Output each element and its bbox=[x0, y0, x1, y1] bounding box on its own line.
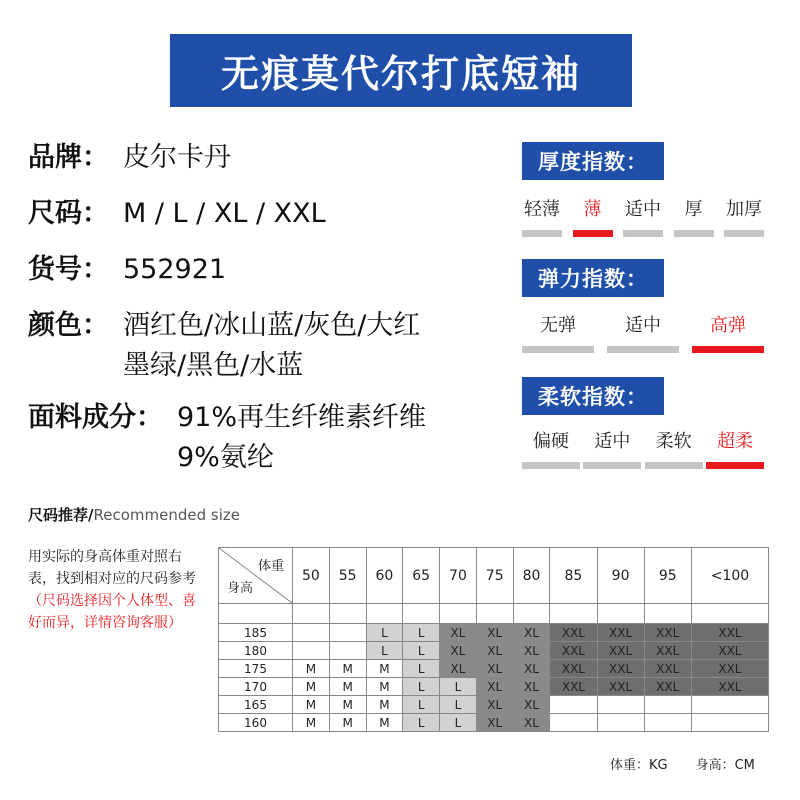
thickness-option-bar bbox=[623, 230, 663, 237]
weight-header-cell: <100 bbox=[691, 548, 768, 604]
spec-item-no bbox=[28, 250, 226, 290]
size-cell: L bbox=[440, 696, 477, 714]
softness-option-label: 超柔 bbox=[716, 431, 753, 452]
size-cell: XXL bbox=[644, 642, 691, 660]
softness-option-bar bbox=[706, 462, 764, 469]
elasticity-option-label: 高弹 bbox=[710, 315, 746, 336]
softness-option-label: 偏硬 bbox=[533, 431, 569, 452]
size-cell: L bbox=[403, 678, 440, 696]
weight-header-cell: 80 bbox=[513, 548, 550, 604]
size-cell: XXL bbox=[691, 624, 768, 642]
size-cell bbox=[644, 714, 691, 732]
elasticity-option-bar bbox=[522, 346, 594, 353]
size-cell: L bbox=[403, 660, 440, 678]
fabric-label: 面料成分： bbox=[28, 402, 163, 433]
size-cell: XL bbox=[476, 714, 513, 732]
size-cell: XL bbox=[513, 624, 550, 642]
table-row bbox=[219, 714, 769, 732]
thickness-scale bbox=[522, 196, 764, 237]
height-axis-label: 身高 bbox=[227, 581, 254, 596]
size-cell: XXL bbox=[597, 660, 644, 678]
height-cell: 160 bbox=[219, 714, 293, 732]
size-cell bbox=[329, 624, 366, 642]
size-cell: XL bbox=[476, 642, 513, 660]
thickness-option-3 bbox=[674, 196, 714, 237]
size-cell: XL bbox=[513, 696, 550, 714]
size-cell: M bbox=[329, 678, 366, 696]
size-note-text: 用实际的身高体重对照右表，找到相对应的尺码参考 bbox=[28, 549, 196, 587]
fabric-line-2: 9%氨纶 bbox=[177, 442, 274, 473]
size-cell bbox=[597, 696, 644, 714]
size-cell: M bbox=[366, 714, 403, 732]
height-unit: 身高：CM bbox=[695, 758, 755, 773]
spacer-cell bbox=[329, 604, 366, 624]
softness-option-0 bbox=[522, 428, 580, 469]
height-cell: 180 bbox=[219, 642, 293, 660]
elasticity-option-label: 无弹 bbox=[540, 315, 576, 336]
size-cell: M bbox=[329, 696, 366, 714]
recommended-size-title-cn: 尺码推荐/ bbox=[28, 506, 94, 524]
size-chart-table bbox=[218, 547, 769, 732]
size-cell: XXL bbox=[597, 678, 644, 696]
size-table-header-row bbox=[219, 548, 769, 604]
size-cell bbox=[644, 696, 691, 714]
size-table-spacer-row bbox=[219, 604, 769, 624]
size-cell bbox=[597, 714, 644, 732]
table-row bbox=[219, 660, 769, 678]
size-note-warning: （尺码选择因个人体型、喜好而异，详情咨询客服） bbox=[28, 593, 196, 631]
height-cell: 165 bbox=[219, 696, 293, 714]
size-cell: XL bbox=[440, 642, 477, 660]
size-cell bbox=[329, 642, 366, 660]
thickness-option-bar bbox=[573, 230, 613, 237]
size-cell: XL bbox=[440, 624, 477, 642]
size-cell bbox=[691, 714, 768, 732]
spec-brand bbox=[28, 138, 231, 178]
size-cell: XL bbox=[476, 696, 513, 714]
size-cell bbox=[550, 696, 597, 714]
brand-value: 皮尔卡丹 bbox=[123, 142, 231, 173]
size-cell: L bbox=[440, 714, 477, 732]
elasticity-index-header: 弹力指数： bbox=[522, 259, 664, 297]
weight-header-cell: 55 bbox=[329, 548, 366, 604]
size-cell: XXL bbox=[644, 678, 691, 696]
softness-option-bar bbox=[645, 462, 703, 469]
thickness-option-2 bbox=[623, 196, 663, 237]
elasticity-option-label: 适中 bbox=[625, 315, 661, 336]
size-cell: XXL bbox=[691, 678, 768, 696]
size-cell: XXL bbox=[597, 642, 644, 660]
fabric-values bbox=[177, 398, 426, 478]
elasticity-option-bar bbox=[607, 346, 679, 353]
weight-header-cell: 75 bbox=[476, 548, 513, 604]
size-cell: L bbox=[440, 678, 477, 696]
size-cell: M bbox=[329, 660, 366, 678]
size-cell: XL bbox=[513, 714, 550, 732]
softness-option-label: 柔软 bbox=[655, 431, 692, 452]
size-cell bbox=[293, 642, 330, 660]
size-cell: XXL bbox=[550, 660, 597, 678]
spacer-cell bbox=[550, 604, 597, 624]
weight-unit: 体重：KG bbox=[610, 758, 668, 773]
spacer-cell bbox=[219, 604, 293, 624]
size-table-corner bbox=[219, 548, 293, 604]
size-cell: XL bbox=[513, 642, 550, 660]
spacer-cell bbox=[366, 604, 403, 624]
size-label: 尺码： bbox=[28, 198, 109, 229]
spacer-cell bbox=[440, 604, 477, 624]
elasticity-option-2 bbox=[692, 312, 764, 353]
color-line-2: 墨绿/黑色/水蓝 bbox=[123, 350, 304, 381]
size-cell: M bbox=[293, 660, 330, 678]
weight-header-cell: 95 bbox=[644, 548, 691, 604]
softness-option-bar bbox=[522, 462, 580, 469]
spacer-cell bbox=[691, 604, 768, 624]
size-cell: M bbox=[293, 696, 330, 714]
spec-fabric bbox=[28, 398, 426, 478]
page-title: 无痕莫代尔打底短袖 bbox=[170, 34, 632, 107]
fabric-line-1: 91%再生纤维素纤维 bbox=[177, 402, 427, 433]
size-cell bbox=[293, 624, 330, 642]
elasticity-option-0 bbox=[522, 312, 594, 353]
table-row bbox=[219, 678, 769, 696]
size-cell: L bbox=[366, 624, 403, 642]
softness-scale bbox=[522, 428, 764, 469]
item-no-value: 552921 bbox=[123, 254, 227, 285]
spacer-cell bbox=[293, 604, 330, 624]
thickness-option-bar bbox=[724, 230, 764, 237]
height-cell: 185 bbox=[219, 624, 293, 642]
spacer-cell bbox=[644, 604, 691, 624]
softness-option-2 bbox=[645, 428, 703, 469]
elasticity-option-1 bbox=[607, 312, 679, 353]
item-no-label: 货号： bbox=[28, 254, 109, 285]
size-cell: XL bbox=[476, 678, 513, 696]
thickness-option-label: 轻薄 bbox=[524, 199, 560, 220]
size-cell: XXL bbox=[550, 678, 597, 696]
spec-size bbox=[28, 194, 326, 234]
recommended-size-title bbox=[28, 504, 240, 525]
weight-header-cell: 70 bbox=[440, 548, 477, 604]
weight-header-cell: 85 bbox=[550, 548, 597, 604]
softness-option-1 bbox=[583, 428, 641, 469]
thickness-option-4 bbox=[724, 196, 764, 237]
weight-header-cell: 60 bbox=[366, 548, 403, 604]
weight-header-cell: 90 bbox=[597, 548, 644, 604]
color-line-1: 酒红色/冰山蓝/灰色/大红 bbox=[123, 310, 421, 341]
size-cell: XXL bbox=[691, 660, 768, 678]
size-cell: XL bbox=[513, 660, 550, 678]
weight-axis-label: 体重 bbox=[257, 559, 284, 574]
table-row bbox=[219, 696, 769, 714]
elasticity-scale bbox=[522, 312, 764, 353]
thickness-option-bar bbox=[674, 230, 714, 237]
thickness-option-1 bbox=[573, 196, 613, 237]
size-cell: L bbox=[403, 642, 440, 660]
size-cell: L bbox=[403, 714, 440, 732]
size-cell bbox=[550, 714, 597, 732]
height-cell: 175 bbox=[219, 660, 293, 678]
spec-color bbox=[28, 306, 420, 386]
size-cell bbox=[691, 696, 768, 714]
thickness-option-0 bbox=[522, 196, 562, 237]
thickness-option-label: 适中 bbox=[625, 199, 661, 220]
color-values bbox=[123, 306, 420, 386]
thickness-option-label: 薄 bbox=[583, 199, 602, 220]
size-cell: M bbox=[366, 660, 403, 678]
size-cell: L bbox=[403, 624, 440, 642]
size-cell: XXL bbox=[644, 624, 691, 642]
thickness-index-header: 厚度指数： bbox=[522, 142, 664, 180]
softness-option-3 bbox=[706, 428, 764, 469]
size-cell: M bbox=[366, 696, 403, 714]
brand-label: 品牌： bbox=[28, 142, 109, 173]
thickness-option-bar bbox=[522, 230, 562, 237]
weight-header-cell: 50 bbox=[293, 548, 330, 604]
softness-option-label: 适中 bbox=[594, 431, 631, 452]
size-cell: XL bbox=[476, 660, 513, 678]
size-cell: M bbox=[329, 714, 366, 732]
table-row bbox=[219, 624, 769, 642]
thickness-option-label: 加厚 bbox=[726, 199, 762, 220]
elasticity-option-bar bbox=[692, 346, 764, 353]
weight-header-cell: 65 bbox=[403, 548, 440, 604]
size-cell: L bbox=[403, 696, 440, 714]
size-cell: L bbox=[366, 642, 403, 660]
height-cell: 170 bbox=[219, 678, 293, 696]
size-cell: M bbox=[366, 678, 403, 696]
size-cell: XXL bbox=[691, 642, 768, 660]
size-cell: M bbox=[293, 678, 330, 696]
size-cell: XL bbox=[440, 660, 477, 678]
size-cell: M bbox=[293, 714, 330, 732]
spacer-cell bbox=[597, 604, 644, 624]
spacer-cell bbox=[403, 604, 440, 624]
size-value: M / L / XL / XXL bbox=[123, 198, 326, 229]
size-cell: XXL bbox=[644, 660, 691, 678]
spacer-cell bbox=[513, 604, 550, 624]
size-note bbox=[28, 546, 198, 634]
size-cell: XL bbox=[476, 624, 513, 642]
thickness-option-label: 厚 bbox=[684, 199, 703, 220]
table-row bbox=[219, 642, 769, 660]
softness-option-bar bbox=[583, 462, 641, 469]
units-legend bbox=[610, 754, 755, 773]
size-cell: XXL bbox=[597, 624, 644, 642]
spacer-cell bbox=[476, 604, 513, 624]
recommended-size-title-en: Recommended size bbox=[93, 506, 240, 524]
size-cell: XXL bbox=[550, 624, 597, 642]
size-cell: XL bbox=[513, 678, 550, 696]
color-label: 颜色： bbox=[28, 310, 109, 341]
softness-index-header: 柔软指数： bbox=[522, 377, 664, 415]
size-cell: XXL bbox=[550, 642, 597, 660]
